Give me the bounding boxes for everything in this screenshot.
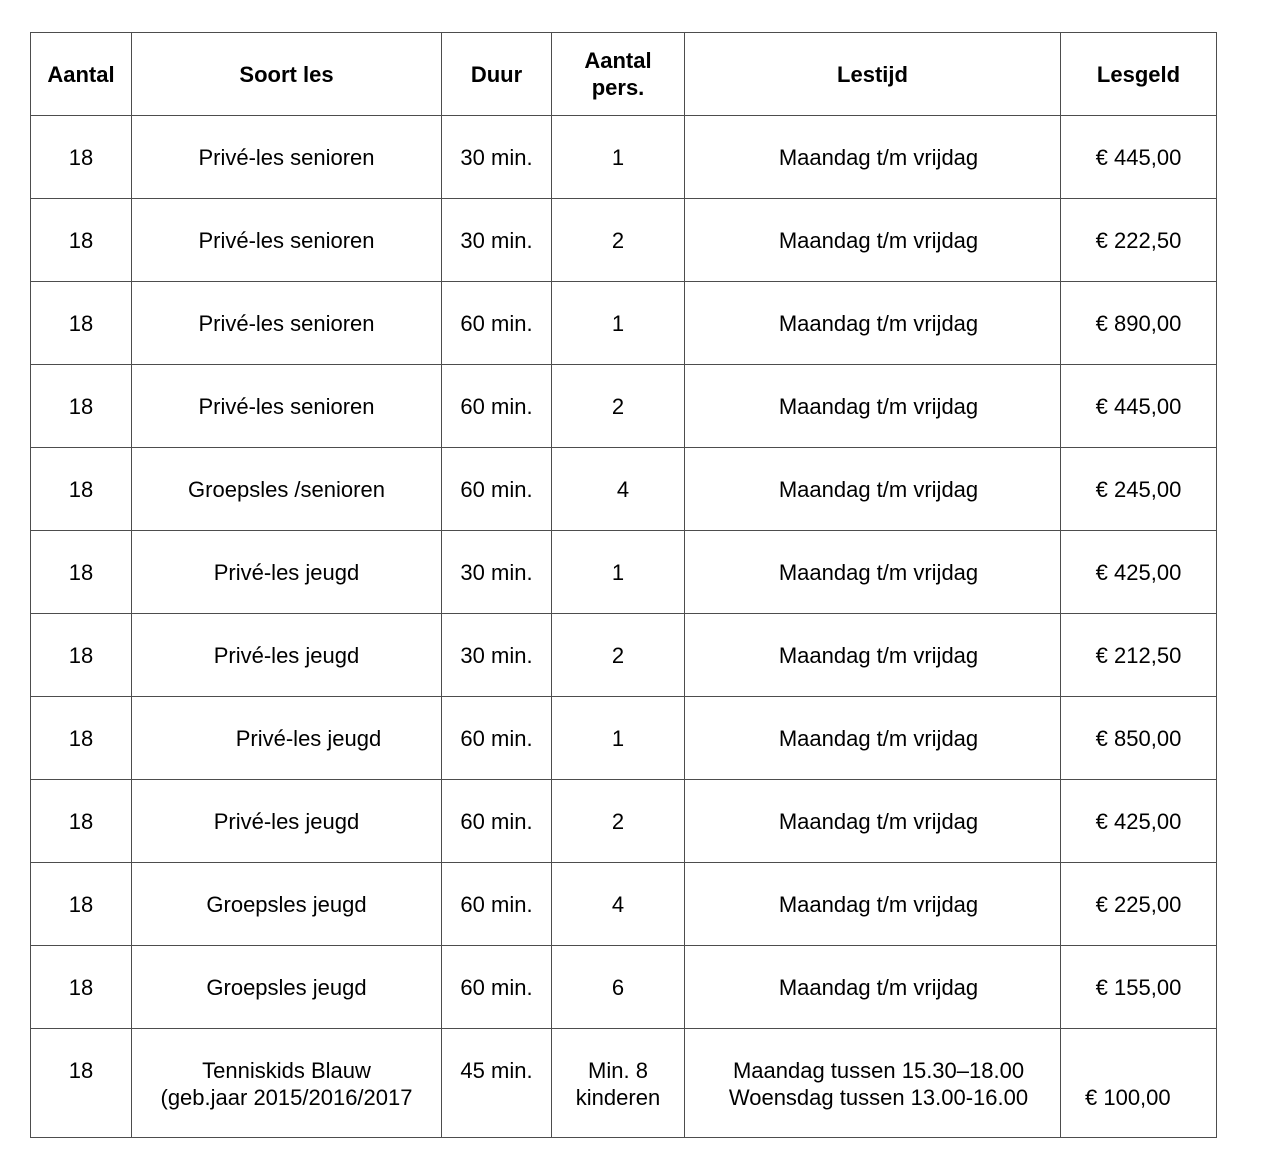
cell-lestijd: Maandag t/m vrijdag <box>685 365 1061 448</box>
cell-lestijd: Maandag t/m vrijdag <box>685 614 1061 697</box>
table-row <box>31 614 1217 697</box>
cell-aantal-pers: 2 <box>552 780 685 863</box>
cell-soort-les: Groepsles /senioren <box>132 448 442 531</box>
cell-aantal-pers <box>552 1029 685 1138</box>
cell-lesgeld: € 222,50 <box>1061 199 1217 282</box>
cell-aantal: 18 <box>31 116 132 199</box>
cell-aantal: 18 <box>31 282 132 365</box>
cell-soort-les: Privé-les jeugd <box>132 614 442 697</box>
cell-aantal: 18 <box>31 614 132 697</box>
cell-soort-les: Privé-les senioren <box>132 365 442 448</box>
cell-duur: 30 min. <box>442 531 552 614</box>
cell-aantal-pers-line1: Min. 8 <box>588 1058 648 1083</box>
cell-soort-les-line1: Tenniskids Blauw <box>202 1058 371 1083</box>
cell-duur: 60 min. <box>442 780 552 863</box>
cell-soort-les: Groepsles jeugd <box>132 946 442 1029</box>
header-aantal: Aantal <box>31 33 132 116</box>
cell-lestijd: Maandag t/m vrijdag <box>685 448 1061 531</box>
cell-lesgeld: € 425,00 <box>1061 780 1217 863</box>
header-aantal-pers <box>552 33 685 116</box>
cell-lestijd: Maandag t/m vrijdag <box>685 863 1061 946</box>
table-row <box>31 282 1217 365</box>
table-row <box>31 448 1217 531</box>
cell-soort-les: Groepsles jeugd <box>132 863 442 946</box>
table-row <box>31 863 1217 946</box>
cell-aantal-pers: 2 <box>552 365 685 448</box>
cell-soort-les: Privé-les jeugd <box>132 697 442 780</box>
header-duur: Duur <box>442 33 552 116</box>
cell-lesgeld: € 225,00 <box>1061 863 1217 946</box>
cell-soort-les <box>132 1029 442 1138</box>
cell-lesgeld: € 155,00 <box>1061 946 1217 1029</box>
cell-aantal-pers: 1 <box>552 116 685 199</box>
cell-aantal-pers: 2 <box>552 614 685 697</box>
cell-soort-les: Privé-les senioren <box>132 199 442 282</box>
cell-lestijd-line2: Woensdag tussen 13.00-16.00 <box>728 1085 1029 1110</box>
cell-lestijd-line1: Maandag tussen 15.30–18.00 <box>732 1058 1025 1083</box>
cell-aantal-pers: 1 <box>552 697 685 780</box>
cell-duur: 30 min. <box>442 614 552 697</box>
cell-aantal-pers: 1 <box>552 282 685 365</box>
table-row <box>31 780 1217 863</box>
table-row-tenniskids <box>31 1029 1217 1138</box>
cell-lesgeld <box>1061 1029 1217 1138</box>
cell-soort-les: Privé-les senioren <box>132 282 442 365</box>
cell-aantal-pers: 1 <box>552 531 685 614</box>
cell-aantal-pers: 2 <box>552 199 685 282</box>
cell-lesgeld-value: € 100,00 <box>1085 1085 1171 1110</box>
cell-duur: 60 min. <box>442 697 552 780</box>
table-row <box>31 116 1217 199</box>
cell-aantal-pers: 4 <box>552 448 685 531</box>
cell-lesgeld: € 445,00 <box>1061 116 1217 199</box>
cell-lestijd: Maandag t/m vrijdag <box>685 199 1061 282</box>
cell-lesgeld: € 245,00 <box>1061 448 1217 531</box>
cell-lestijd: Maandag t/m vrijdag <box>685 116 1061 199</box>
table-row <box>31 365 1217 448</box>
cell-lesgeld: € 890,00 <box>1061 282 1217 365</box>
table-row <box>31 531 1217 614</box>
table-body <box>31 116 1217 1138</box>
cell-duur: 60 min. <box>442 448 552 531</box>
cell-aantal-pers-line2: kinderen <box>575 1085 661 1110</box>
cell-duur: 30 min. <box>442 116 552 199</box>
cell-lestijd <box>685 1029 1061 1138</box>
cell-aantal: 18 <box>31 531 132 614</box>
header-row <box>31 33 1217 116</box>
header-lesgeld: Lesgeld <box>1061 33 1217 116</box>
header-lestijd: Lestijd <box>685 33 1061 116</box>
cell-soort-les: Privé-les jeugd <box>132 531 442 614</box>
cell-lestijd: Maandag t/m vrijdag <box>685 531 1061 614</box>
cell-lestijd: Maandag t/m vrijdag <box>685 697 1061 780</box>
cell-aantal: 18 <box>31 946 132 1029</box>
header-aantal-pers-line1: Aantal <box>584 48 652 73</box>
cell-aantal: 18 <box>31 780 132 863</box>
table-row <box>31 199 1217 282</box>
cell-aantal: 18 <box>31 365 132 448</box>
cell-lestijd: Maandag t/m vrijdag <box>685 282 1061 365</box>
cell-lesgeld: € 212,50 <box>1061 614 1217 697</box>
cell-lesgeld: € 445,00 <box>1061 365 1217 448</box>
cell-aantal: 18 <box>31 199 132 282</box>
cell-lesgeld: € 850,00 <box>1061 697 1217 780</box>
cell-duur: 30 min. <box>442 199 552 282</box>
cell-aantal: 18 <box>31 863 132 946</box>
cell-aantal: 18 <box>31 448 132 531</box>
cell-aantal: 18 <box>31 697 132 780</box>
cell-duur: 60 min. <box>442 863 552 946</box>
table-row <box>31 697 1217 780</box>
table-header <box>31 33 1217 116</box>
cell-duur: 60 min. <box>442 365 552 448</box>
cell-lestijd: Maandag t/m vrijdag <box>685 946 1061 1029</box>
cell-aantal: 18 <box>31 1029 132 1138</box>
cell-duur: 45 min. <box>442 1029 552 1138</box>
cell-soort-les-line2: (geb.jaar 2015/2016/2017 <box>160 1085 413 1110</box>
cell-soort-les: Privé-les senioren <box>132 116 442 199</box>
cell-duur: 60 min. <box>442 282 552 365</box>
tarieven-table <box>30 32 1217 1138</box>
cell-lestijd: Maandag t/m vrijdag <box>685 780 1061 863</box>
cell-aantal-pers: 6 <box>552 946 685 1029</box>
header-aantal-pers-line2: pers. <box>591 75 645 100</box>
cell-aantal-pers: 4 <box>552 863 685 946</box>
cell-duur: 60 min. <box>442 946 552 1029</box>
cell-soort-les: Privé-les jeugd <box>132 780 442 863</box>
table-row <box>31 946 1217 1029</box>
header-soort-les: Soort les <box>132 33 442 116</box>
cell-lesgeld: € 425,00 <box>1061 531 1217 614</box>
